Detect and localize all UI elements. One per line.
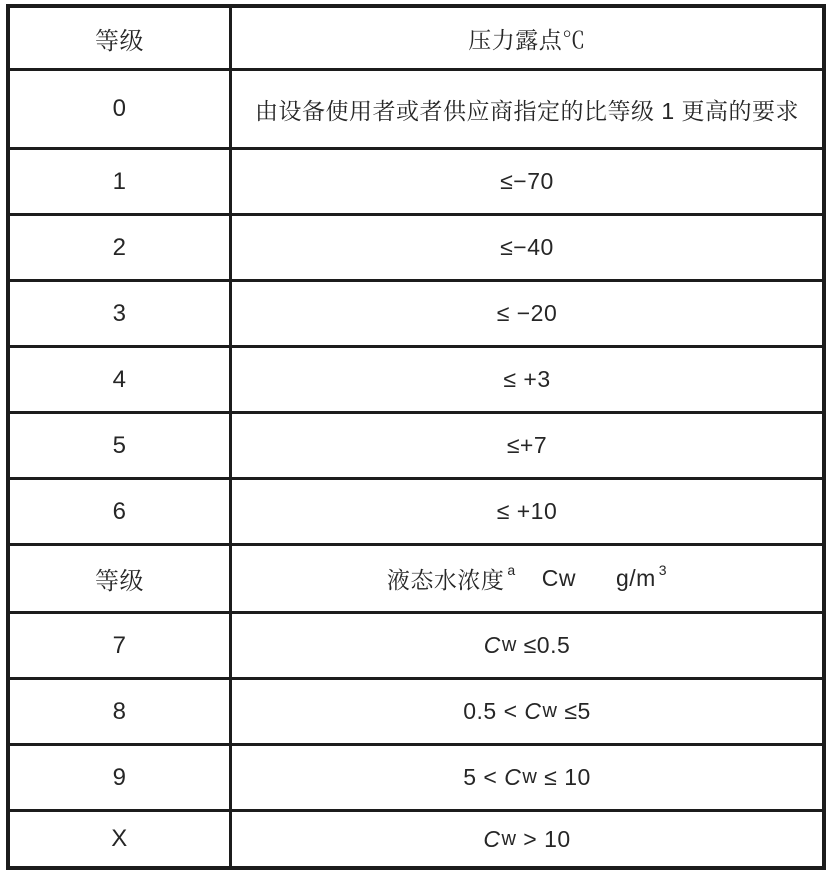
value-cell: ≤ +10 [496, 498, 558, 524]
value-cell [232, 680, 822, 743]
cw-w: w [501, 634, 517, 656]
value-cell: ≤+7 [506, 432, 548, 458]
value-cell: ≤ +3 [503, 366, 551, 392]
air-quality-table [6, 4, 826, 870]
cw-w: w [542, 700, 558, 722]
table-row-class-1 [10, 150, 822, 216]
liquid-water-label: 液态水浓度 [386, 567, 505, 593]
value-cell: ≤−70 [500, 168, 554, 194]
class-header-cell: 等级 [10, 546, 232, 611]
value-cell: 由设备使用者或者供应商指定的比等级 1 更高的要求 [254, 97, 800, 124]
liquid-water-header-cell [232, 546, 822, 611]
cw-c: C [483, 825, 501, 852]
class-cell: 4 [10, 348, 232, 411]
table-row-class-0 [10, 71, 822, 150]
table-row-class-3 [10, 282, 822, 348]
class-cell: 9 [10, 746, 232, 809]
class-cell: 6 [10, 480, 232, 543]
value-cell: ≤ −20 [496, 300, 558, 326]
value-cell [232, 614, 822, 677]
cw-w: w [501, 827, 517, 850]
unit-label: g/m [615, 565, 656, 591]
table-row-class-x [10, 812, 822, 866]
class-cell: 0 [10, 71, 232, 147]
class-cell: 1 [10, 150, 232, 213]
table-row-class-7 [10, 614, 822, 680]
class-cell: 2 [10, 216, 232, 279]
value-suffix: ≤5 [557, 698, 591, 724]
class-cell: 3 [10, 282, 232, 345]
class-cell: X [10, 812, 232, 866]
cw-c: C [483, 632, 501, 658]
cw-c: C [524, 698, 542, 724]
liquid-water-header-row [10, 546, 822, 614]
value-prefix: 0.5 < [463, 698, 525, 724]
value-cell [232, 812, 822, 866]
cw-c: C [504, 764, 522, 790]
dewpoint-header-row [10, 8, 822, 71]
value-suffix: ≤ 10 [537, 764, 591, 790]
unit-exponent: 3 [658, 561, 668, 578]
dewpoint-header-cell: 压力露点℃ [468, 26, 586, 53]
footnote-marker: a [507, 561, 516, 578]
class-cell: 7 [10, 614, 232, 677]
class-cell: 5 [10, 414, 232, 477]
table-row-class-5 [10, 414, 822, 480]
value-suffix: > 10 [516, 825, 571, 852]
value-cell: ≤−40 [500, 234, 554, 260]
value-suffix: ≤0.5 [516, 632, 571, 658]
table-row-class-4 [10, 348, 822, 414]
table-row-class-8 [10, 680, 822, 746]
table-row-class-9 [10, 746, 822, 812]
cw-symbol-label: Cw [541, 565, 576, 591]
class-cell: 8 [10, 680, 232, 743]
value-prefix: 5 < [463, 764, 505, 790]
cw-w: w [522, 766, 538, 788]
table-row-class-6 [10, 480, 822, 546]
table-row-class-2 [10, 216, 822, 282]
class-header-cell: 等级 [10, 8, 232, 68]
value-cell [232, 746, 822, 809]
